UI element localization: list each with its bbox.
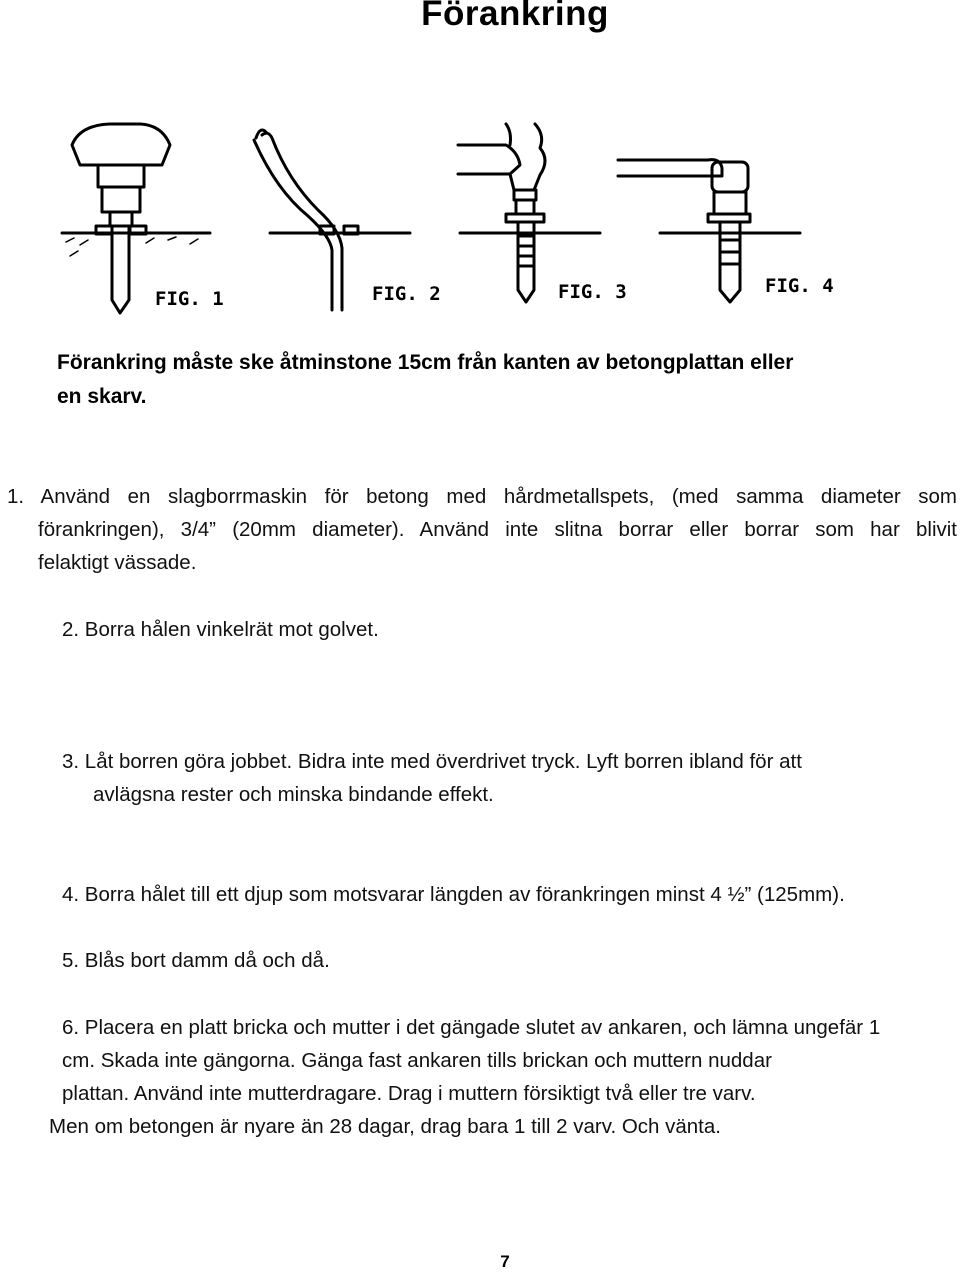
step-1: [7, 480, 957, 579]
fig3-hammer-illustration: [458, 124, 600, 302]
warning-line-1: Förankring måste ske åtminstone 15cm från kanten av betongplattan eller: [57, 351, 794, 374]
step-4: [62, 878, 845, 911]
fig4-label: FIG. 4: [765, 275, 834, 297]
step-3-line-2: avlägsna rester och minska bindande effekt.: [93, 783, 494, 806]
step-2-text: 2. Borra hålen vinkelrät mot golvet.: [62, 618, 379, 641]
fig2-label: FIG. 2: [372, 283, 441, 305]
step-5-text: 5. Blås bort damm då och då.: [62, 949, 330, 972]
fig1-drill-illustration: [62, 124, 210, 313]
warning-line-2: en skarv.: [57, 385, 147, 408]
fig3-label: FIG. 3: [558, 281, 627, 303]
step-4-text: 4. Borra hålet till ett djup som motsvarar längden av förankringen minst 4 ½” (125mm).: [62, 883, 845, 906]
fig1-label: FIG. 1: [155, 288, 224, 310]
warning-text: [57, 346, 937, 414]
step-6-line-3: plattan. Använd inte mutterdragare. Drag i muttern försiktigt två eller tre varv.: [62, 1082, 756, 1105]
step-6-line-1: 6. Placera en platt bricka och mutter i det gängade slutet av ankaren, och lämna ungefär 1: [62, 1016, 881, 1039]
step-3: [62, 745, 802, 811]
step-1-line-1: 1. Använd en slagborrmaskin för betong med hårdmetallspets, (med samma diameter som: [7, 485, 957, 508]
step-2: [62, 613, 379, 646]
step-1-line-2: förankringen), 3/4” (20mm diameter). Använd inte slitna borrar eller borrar som har blivit: [38, 518, 957, 541]
page-title: Förankring: [421, 0, 609, 33]
page-number: 7: [500, 1252, 510, 1271]
step-6: [49, 1011, 957, 1143]
step-5: [62, 944, 330, 977]
step-6-line-2: cm. Skada inte gängorna. Gänga fast ankaren tills brickan och muttern nuddar: [62, 1049, 772, 1072]
step-1-line-3: felaktigt vässade.: [38, 551, 197, 574]
step-6-line-4: Men om betongen är nyare än 28 dagar, drag bara 1 till 2 varv. Och vänta.: [49, 1115, 721, 1138]
anchoring-figures: [40, 110, 920, 335]
step-3-line-1: 3. Låt borren göra jobbet. Bidra inte med överdrivet tryck. Lyft borren ibland för att: [62, 750, 802, 773]
